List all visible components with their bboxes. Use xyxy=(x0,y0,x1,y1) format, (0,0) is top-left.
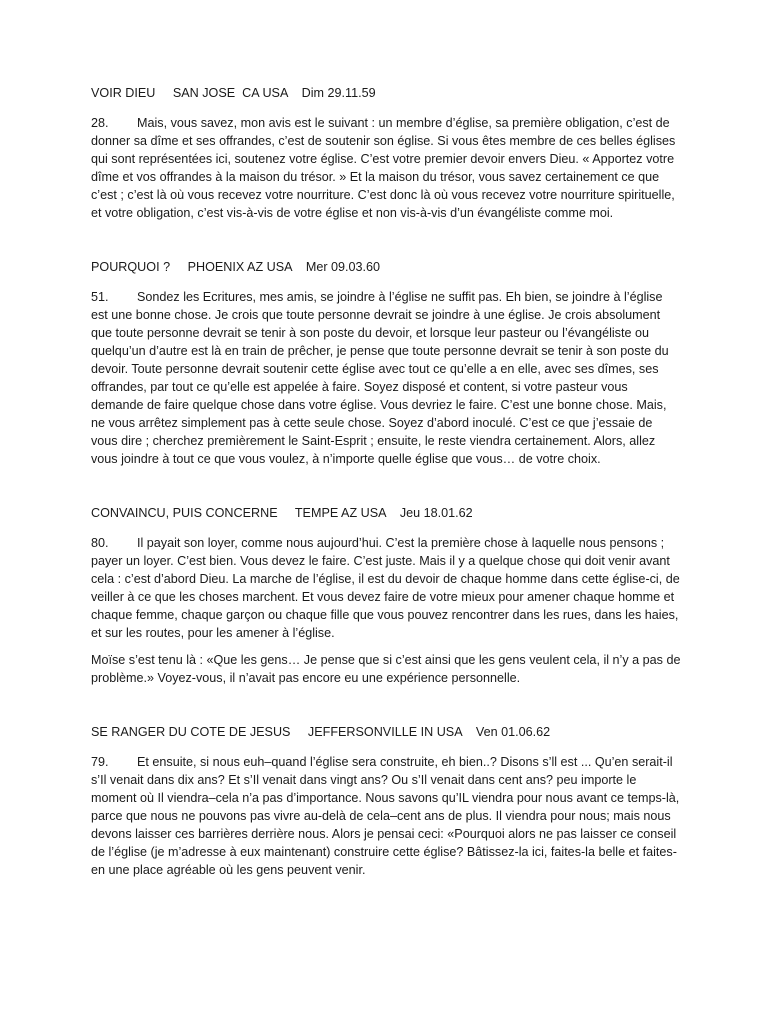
paragraph-number: 80. xyxy=(91,536,109,550)
paragraph-text: Mais, vous savez, mon avis est le suivant : un membre d’église, sa première obligation, c’est de donner sa dîme et ses offrandes, c’est de soutenir son église. Si vous êtes membre de ces belles églises qui sont représentées ici, soutenez votre église. C’est votre premier devoir envers Dieu. « Apportez votre dîme et vos offrandes à la maison du trésor. » Et la maison du trésor, vous savez certainement ce que c’est ; c’est là où vous recevez votre nourriture. C’est donc là où vous recevez votre nourriture spirituelle, et votre obligation, c’est vis-à-vis de votre église et non vis-à-vis d’un évangéliste comme moi. xyxy=(91,116,676,220)
section-heading: POURQUOI ? PHOENIX AZ USA Mer 09.03.60 xyxy=(91,260,381,274)
paragraph-number: 51. xyxy=(91,290,109,304)
section-heading: VOIR DIEU SAN JOSE CA USA Dim 29.11.59 xyxy=(91,86,376,100)
paragraph-text: Et ensuite, si nous euh–quand l’église sera construite, eh bien..? Disons s’ll est ... Qu’en serait-il s’Il venait dans dix ans? Et s’Il venait dans vingt ans? Ou s’Il venait dans cent ans? peu importe le moment où Il viendra–cela n’a pas d’importance. Nous savons qu’IL viendra pour nous avant ce temps-là, parce que nous ne pouvons pas vivre au-delà de cela–cent ans de plus. Il viendra pour nous; mais nous devons laisser ces barrières derrière nous. Alors je pensai ceci: «Pourquoi alors ne pas laisser ce conseil de l’église (je m’adresse à eux maintenant) construire cette église? Bâtissez-la ici, faites-la belle et faites-en une place agréable où les gens peuvent venir. xyxy=(91,755,680,877)
section-se-ranger-du-cote-de-jesus xyxy=(91,723,681,879)
paragraph-number: 28. xyxy=(91,116,109,130)
paragraph xyxy=(91,753,681,879)
section-heading: CONVAINCU, PUIS CONCERNE TEMPE AZ USA Jeu 18.01.62 xyxy=(91,506,473,520)
paragraph xyxy=(91,534,681,642)
section-voir-dieu xyxy=(91,84,681,222)
paragraph xyxy=(91,114,681,222)
section-convaincu-puis-concerne xyxy=(91,504,681,687)
paragraph xyxy=(91,288,681,468)
document-page xyxy=(91,84,681,879)
paragraph-number: 79. xyxy=(91,755,109,769)
paragraph-text: Il payait son loyer, comme nous aujourd’hui. C’est la première chose à laquelle nous pensons ; payer un loyer. C’est bien. Vous devez le faire. C’est juste. Mais il y a quelque chose qui doit venir avant cela : c’est d’abord Dieu. La marche de l’église, il est du devoir de chaque homme dans cette église-ci, de veiller à ce que les choses marchent. Et vous devez faire de votre mieux pour amener chaque homme et chaque femme, chaque garçon ou chaque fille que vous pouvez rencontrer dans les rues, dans les haies, et sur les routes, pour les amener à l’église. xyxy=(91,536,680,640)
section-pourquoi xyxy=(91,258,681,468)
paragraph-text: Moïse s’est tenu là : «Que les gens… Je pense que si c’est ainsi que les gens veulent cela, il n’y a pas de problème.» Voyez-vous, il n’avait pas encore eu une expérience personnelle. xyxy=(91,653,681,685)
section-heading: SE RANGER DU COTE DE JESUS JEFFERSONVILLE IN USA Ven 01.06.62 xyxy=(91,725,551,739)
paragraph xyxy=(91,651,681,687)
paragraph-text: Sondez les Ecritures, mes amis, se joindre à l’église ne suffit pas. Eh bien, se joindre à l’église est une bonne chose. Je crois que toute personne devrait se joindre à une église. Je crois absolument que toute personne devrait se tenir à son poste du devoir, et lorsque leur pasteur ou l’évangéliste ou quelqu’un d’autre est là en train de prêcher, je pense que toute personne devrait se tenir à son poste du devoir. Toute personne devrait soutenir cette église avec tout ce qu’elle a en elle, avec ses dîmes, ses offrandes, par tout ce qu’elle est appelée à faire. Soyez disposé et content, si votre pasteur vous demande de faire quelque chose dans votre église. Vous devriez le faire. C’est une bonne chose. Mais, ne vous arrêtez simplement pas à cette seule chose. Soyez d’abord inoculé. C’est ce que j’essaie de vous dire ; cherchez premièrement le Saint-Esprit ; ensuite, le reste viendra certainement. Alors, allez vous joindre à tout ce que vous voulez, à n’importe quelle église que vous… de votre choix. xyxy=(91,290,669,466)
